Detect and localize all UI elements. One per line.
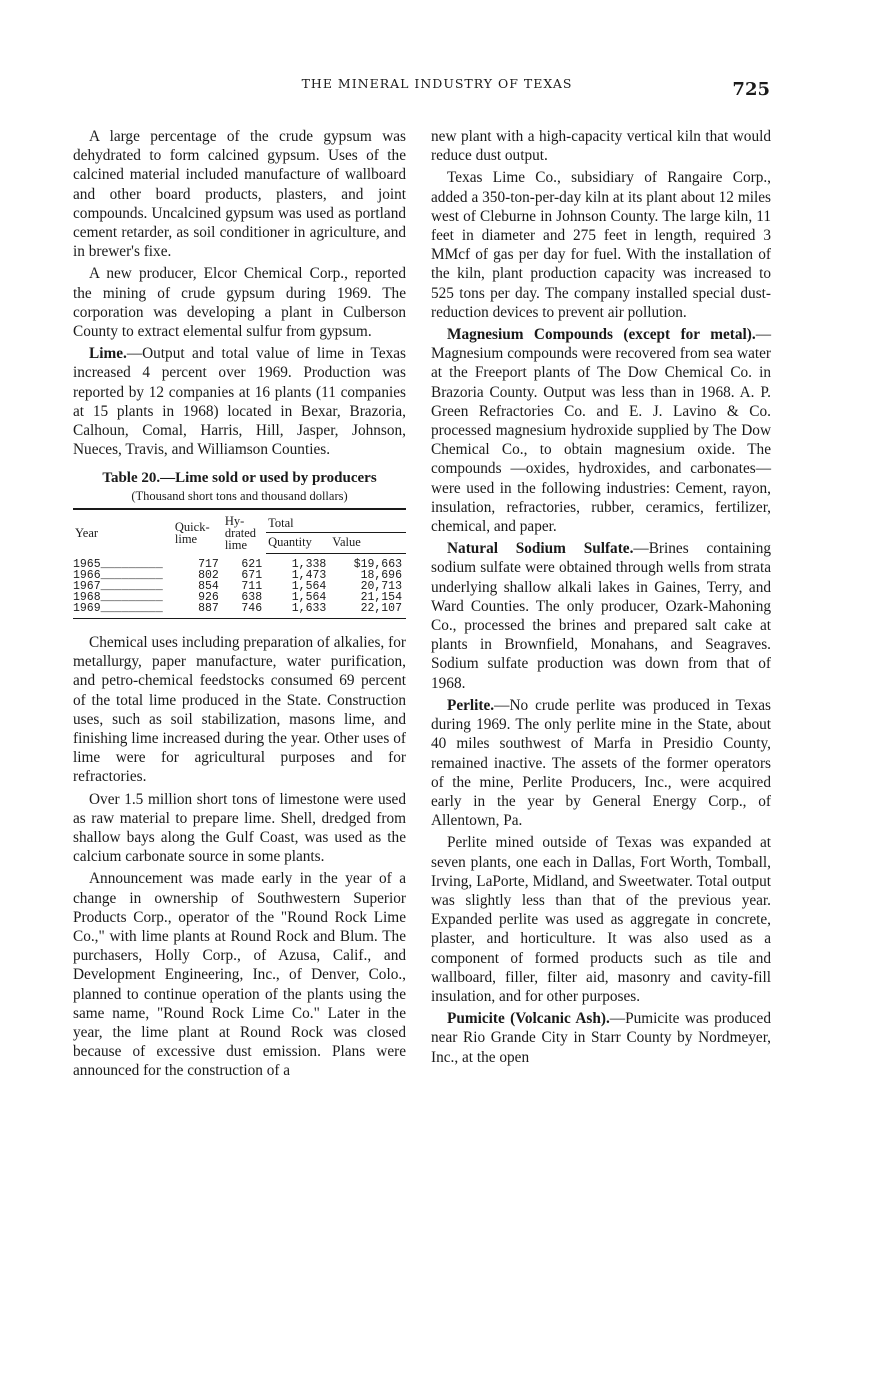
cell-value: 21,154: [360, 590, 402, 604]
paragraph-pumicite: [431, 1009, 771, 1067]
cell-value: 20,713: [360, 579, 402, 593]
section-heading-magnesium: Magnesium Compounds (except for metal).: [447, 326, 756, 344]
col-header-total: Total: [266, 509, 406, 532]
magnesium-text: —Magnesium compounds were recovered from sea water at the Freeport plants of The Dow Chemical Co. in Brazoria County. Output was less than in 1968. A. P. Green Refractories Co. and E. J. Lavino & Co. processed magnesium hydroxide supplied by The Dow Chemical Co., to obtain magnesium oxide. The compounds —oxides, hydroxides, and carbonates—were used in the following industries: Cement, rayon, insulation, refractories, rubber, ceramics, fertilizer, chemical, and paper.: [431, 326, 771, 536]
paragraph-texas-lime: Texas Lime Co., subsidiary of Rangaire Corp., added a 350-ton-per-day kiln at its plant about 12 miles west of Cleburne in Johnson County. The large kiln, 11 feet in diameter and 275 feet in length, required 3 MMcf of gas per day for fuel. With the installation of the kiln, plant production capacity was increased to 525 tons per day. The company installed special dust-reduction devices to prevent air pollution.: [431, 169, 771, 321]
cell-hydrated: 711: [241, 579, 263, 593]
cell-quantity: 1,338: [291, 557, 327, 571]
paragraph-lime: [73, 344, 406, 459]
cell-value: 22,107: [330, 603, 406, 619]
paragraph-new-plant: new plant with a high-capacity vertical kiln that would reduce dust output.: [431, 128, 771, 165]
page-number: 725: [732, 79, 770, 100]
paragraph-perlite: [431, 696, 771, 830]
cell-hydrated: 671: [241, 568, 263, 582]
right-column: [431, 127, 771, 1070]
cell-hydrated: 621: [241, 557, 263, 571]
paragraph-round-rock: Announcement was made early in the year of a change in ownership of Southwestern Superior Products Corp., operator of the "Round Rock Lime Co.," with lime plants at Round Rock and Blum. The purchasers, Holly Corp., of Azusa, Calif., and Development Engineering, Inc., of Denver, Colo., planned to continue operation of the plants using the same name, "Round Rock Lime Co." Later in the year, the lime plant at Round Rock was closed because of excessive dust emission. Plans were announced for the construction of a: [73, 870, 406, 1080]
col-header-quantity: Quantity: [266, 532, 330, 553]
cell-quicklime: 717: [198, 557, 219, 571]
section-heading-lime: Lime.: [89, 345, 127, 363]
perlite-text: —No crude perlite was produced in Texas during 1969. The only perlite mine in the State, about 40 miles southwest of Marfa in Presidio County, remained inactive. The assets of the former operators of the mine, Perlite Producers, Inc., were acquired early in the year by General Energy Corp., of Allentown, Pa.: [431, 696, 771, 830]
paragraph-gypsum-uses: A large percentage of the crude gypsum was dehydrated to form calcined gypsum. Uses of the calcined material included manufacture of wallboard and other board products, plasters, and joint compounds. Uncalcined gypsum was used as portland cement retarder, as soil conditioner in agriculture, and in brewer's fixe.: [73, 128, 406, 261]
section-heading-perlite: Perlite.: [447, 696, 495, 714]
lime-table: [73, 508, 406, 619]
section-heading-pumicite: Pumicite (Volcanic Ash).: [447, 1010, 610, 1028]
cell-year: 1966_________: [73, 568, 163, 582]
cell-quantity: 1,473: [291, 568, 327, 582]
cell-hydrated: 746: [223, 603, 266, 619]
table-row: [73, 603, 406, 619]
table-title: Table 20.—Lime sold or used by producers: [102, 470, 377, 487]
left-column: [73, 127, 406, 1084]
col-header-value: Value: [330, 532, 406, 553]
table-subtitle: (Thousand short tons and thousand dollars): [131, 489, 348, 504]
paragraph-chemical-uses: Chemical uses including preparation of alkalies, for metallurgy, paper manufacture, water purification, and petro-chemical feedstocks consumed 69 percent of the total lime produced in the State. Construction uses, such as soil stabilization, masons lime, and finishing lime increased during the year. Other uses of lime were for agricultural purposes and for refractories.: [73, 633, 406, 786]
table-row: [73, 553, 406, 570]
col-header-year: Year: [73, 509, 173, 553]
cell-year: 1968_________: [73, 590, 163, 604]
running-head: THE MINERAL INDUSTRY OF TEXAS: [301, 76, 573, 91]
lime-text: —Output and total value of lime in Texas increased 4 percent over 1969. Production was reported by 12 companies at 16 plants (11 companies at 15 plants in 1968) located in Bexar, Brazoria, Calhoun, Comal, Harris, Hill, Jasper, Johnson, Nueces, Travis, and Williamson Counties.: [73, 345, 406, 459]
cell-quicklime: 802: [198, 568, 219, 582]
paragraph-elcor: A new producer, Elcor Chemical Corp., reported the mining of crude gypsum during 1969. The corporation was developing a plant in Culberson County to extract elemental sulfur from gypsum.: [73, 265, 406, 341]
col-header-quicklime: Quick-lime: [173, 509, 223, 553]
cell-value: $19,663: [353, 557, 402, 571]
cell-hydrated: 638: [241, 590, 263, 604]
col-header-hydrated: Hy-drated lime: [223, 509, 266, 553]
paragraph-limestone: Over 1.5 million short tons of limestone were used as raw material to prepare lime. Shell, dredged from shallow bays along the Gulf Coast, was used as the calcium carbonate source in some plants.: [73, 790, 406, 866]
paragraph-sodium-sulfate: [431, 539, 771, 693]
cell-year: 1969_________: [73, 603, 173, 619]
paragraph-expanded-perlite: Perlite mined outside of Texas was expanded at seven plants, one each in Dallas, Fort Worth, Tomball, Irving, LaPorte, Midland, and Sweetwater. Total output was slightly less than that of the previous year. Expanded perlite was used as aggregate in concrete, plaster, and horticulture. It was also used as a component of formed products such as tile and wallboard, filler, filter aid, masonry and cavity-fill insulation, and for other purposes.: [431, 834, 771, 1005]
sodium-sulfate-text: —Brines containing sodium sulfate were obtained through wells from strata underlying shallow alkali lakes in Gaines, Terry, and Ward Counties. The only producer, Ozark-Mahoning Co., processed the brines and prepared salt cake at plants in Brownfield, Monahans, and Seagraves. Sodium sulfate production was down from that of 1968.: [431, 540, 771, 692]
cell-value: 18,696: [360, 568, 402, 582]
cell-quantity: 1,564: [291, 590, 327, 604]
cell-quicklime: 926: [198, 590, 219, 604]
pumicite-text: —Pumicite was produced near Rio Grande City in Starr County by Nordmeyer, Inc., at the open: [431, 1010, 771, 1066]
table-20-block: [73, 469, 406, 619]
cell-quantity: 1,564: [291, 579, 327, 593]
cell-year: 1967_________: [73, 579, 163, 593]
paragraph-magnesium: [431, 325, 771, 536]
cell-quantity: 1,633: [266, 603, 330, 619]
cell-year: 1965_________: [73, 557, 163, 571]
section-heading-sodium-sulfate: Natural Sodium Sulfate.: [447, 540, 634, 558]
cell-quicklime: 887: [173, 603, 223, 619]
cell-quicklime: 854: [198, 579, 219, 593]
